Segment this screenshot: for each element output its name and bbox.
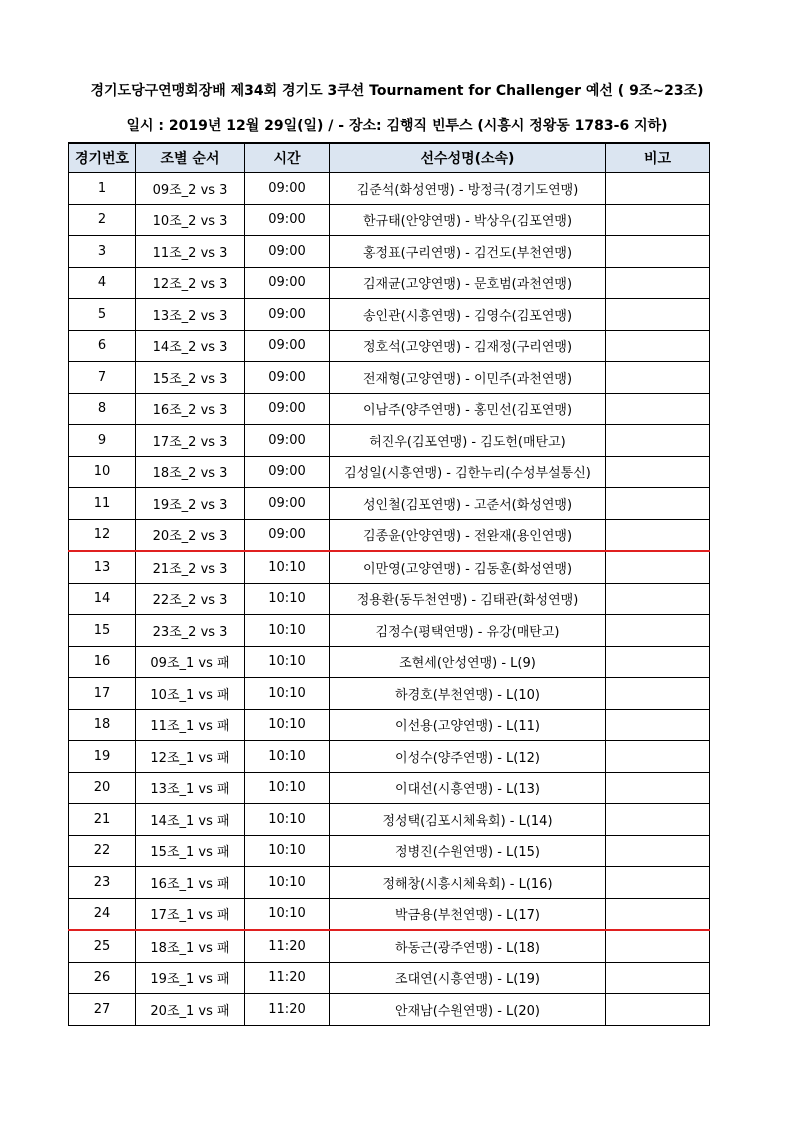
cell-match-no: 17	[69, 678, 136, 710]
cell-players: 김준석(화성연맹) - 방정극(경기도연맹)	[330, 173, 606, 205]
cell-note	[606, 204, 710, 236]
cell-time: 10:10	[245, 741, 330, 773]
cell-time: 11:20	[245, 930, 330, 962]
cell-note	[606, 930, 710, 962]
cell-players: 이남주(양주연맹) - 홍민선(김포연맹)	[330, 393, 606, 425]
cell-note	[606, 646, 710, 678]
table-row	[69, 835, 710, 867]
cell-group-order: 09조_1 vs 패	[136, 646, 245, 678]
cell-group-order: 11조_1 vs 패	[136, 709, 245, 741]
cell-players: 안재남(수원연맹) - L(20)	[330, 994, 606, 1026]
table-row	[69, 741, 710, 773]
table-row	[69, 519, 710, 551]
cell-group-order: 15조_1 vs 패	[136, 835, 245, 867]
cell-note	[606, 236, 710, 268]
cell-players: 김종윤(안양연맹) - 전완재(용인연맹)	[330, 519, 606, 551]
cell-time: 10:10	[245, 615, 330, 647]
table-row	[69, 678, 710, 710]
cell-players: 김재균(고양연맹) - 문호범(과천연맹)	[330, 267, 606, 299]
cell-note	[606, 898, 710, 930]
cell-players: 송인관(시흥연맹) - 김영수(김포연맹)	[330, 299, 606, 331]
cell-players: 홍정표(구리연맹) - 김건도(부천연맹)	[330, 236, 606, 268]
cell-players: 이성수(양주연맹) - L(12)	[330, 741, 606, 773]
cell-match-no: 9	[69, 425, 136, 457]
table-row	[69, 583, 710, 615]
cell-players: 박금용(부천연맹) - L(17)	[330, 898, 606, 930]
cell-match-no: 23	[69, 867, 136, 899]
cell-players: 정성택(김포시체육회) - L(14)	[330, 804, 606, 836]
cell-time: 10:10	[245, 678, 330, 710]
cell-time: 10:10	[245, 898, 330, 930]
cell-match-no: 14	[69, 583, 136, 615]
table-row	[69, 646, 710, 678]
cell-group-order: 13조_2 vs 3	[136, 299, 245, 331]
cell-time: 11:20	[245, 962, 330, 994]
cell-note	[606, 519, 710, 551]
cell-time: 10:10	[245, 709, 330, 741]
cell-match-no: 12	[69, 519, 136, 551]
table-row	[69, 551, 710, 583]
cell-match-no: 22	[69, 835, 136, 867]
cell-match-no: 8	[69, 393, 136, 425]
cell-players: 조대연(시흥연맹) - L(19)	[330, 962, 606, 994]
cell-time: 10:10	[245, 772, 330, 804]
cell-match-no: 10	[69, 456, 136, 488]
cell-group-order: 13조_1 vs 패	[136, 772, 245, 804]
cell-group-order: 19조_1 vs 패	[136, 962, 245, 994]
cell-note	[606, 425, 710, 457]
cell-group-order: 23조_2 vs 3	[136, 615, 245, 647]
cell-match-no: 7	[69, 362, 136, 394]
cell-note	[606, 804, 710, 836]
table-row	[69, 898, 710, 930]
cell-group-order: 18조_2 vs 3	[136, 456, 245, 488]
cell-match-no: 15	[69, 615, 136, 647]
cell-note	[606, 741, 710, 773]
cell-group-order: 21조_2 vs 3	[136, 551, 245, 583]
table-row	[69, 962, 710, 994]
cell-note	[606, 362, 710, 394]
column-header-match-no: 경기번호	[69, 143, 136, 173]
cell-note	[606, 615, 710, 647]
cell-group-order: 15조_2 vs 3	[136, 362, 245, 394]
column-header-group-order: 조별 순서	[136, 143, 245, 173]
cell-time: 10:10	[245, 804, 330, 836]
table-row	[69, 615, 710, 647]
cell-players: 정해창(시흥시체육회) - L(16)	[330, 867, 606, 899]
cell-time: 10:10	[245, 867, 330, 899]
cell-group-order: 18조_1 vs 패	[136, 930, 245, 962]
cell-match-no: 26	[69, 962, 136, 994]
cell-group-order: 10조_1 vs 패	[136, 678, 245, 710]
cell-note	[606, 962, 710, 994]
column-header-time: 시간	[245, 143, 330, 173]
cell-time: 09:00	[245, 519, 330, 551]
cell-match-no: 2	[69, 204, 136, 236]
cell-group-order: 16조_1 vs 패	[136, 867, 245, 899]
cell-group-order: 19조_2 vs 3	[136, 488, 245, 520]
cell-time: 09:00	[245, 425, 330, 457]
cell-match-no: 27	[69, 994, 136, 1026]
cell-time: 09:00	[245, 456, 330, 488]
cell-players: 성인철(김포연맹) - 고준서(화성연맹)	[330, 488, 606, 520]
cell-group-order: 12조_1 vs 패	[136, 741, 245, 773]
cell-note	[606, 330, 710, 362]
cell-group-order: 20조_2 vs 3	[136, 519, 245, 551]
cell-players: 이선용(고양연맹) - L(11)	[330, 709, 606, 741]
cell-match-no: 3	[69, 236, 136, 268]
cell-group-order: 20조_1 vs 패	[136, 994, 245, 1026]
column-header-note: 비고	[606, 143, 710, 173]
table-row	[69, 425, 710, 457]
cell-group-order: 12조_2 vs 3	[136, 267, 245, 299]
cell-note	[606, 488, 710, 520]
cell-players: 정병진(수원연맹) - L(15)	[330, 835, 606, 867]
cell-match-no: 21	[69, 804, 136, 836]
column-header-players: 선수성명(소속)	[330, 143, 606, 173]
table-row	[69, 173, 710, 205]
cell-match-no: 4	[69, 267, 136, 299]
cell-match-no: 11	[69, 488, 136, 520]
cell-time: 09:00	[245, 299, 330, 331]
cell-time: 09:00	[245, 204, 330, 236]
cell-note	[606, 393, 710, 425]
table-row	[69, 204, 710, 236]
cell-group-order: 10조_2 vs 3	[136, 204, 245, 236]
cell-players: 하경호(부천연맹) - L(10)	[330, 678, 606, 710]
cell-players: 한규태(안양연맹) - 박상우(김포연맹)	[330, 204, 606, 236]
document-title: 경기도당구연맹회장배 제34회 경기도 3쿠션 Tournament for Challenger 예선 ( 9조~23조)	[90, 83, 704, 99]
cell-match-no: 6	[69, 330, 136, 362]
cell-time: 09:00	[245, 236, 330, 268]
cell-time: 09:00	[245, 173, 330, 205]
cell-group-order: 16조_2 vs 3	[136, 393, 245, 425]
cell-match-no: 19	[69, 741, 136, 773]
table-body	[69, 173, 710, 1026]
cell-note	[606, 835, 710, 867]
table-row	[69, 267, 710, 299]
cell-group-order: 17조_2 vs 3	[136, 425, 245, 457]
cell-note	[606, 583, 710, 615]
table-row	[69, 236, 710, 268]
cell-note	[606, 709, 710, 741]
cell-note	[606, 994, 710, 1026]
cell-players: 이대선(시흥연맹) - L(13)	[330, 772, 606, 804]
table-row	[69, 709, 710, 741]
table-row	[69, 930, 710, 962]
cell-group-order: 14조_1 vs 패	[136, 804, 245, 836]
cell-players: 조현세(안성연맹) - L(9)	[330, 646, 606, 678]
cell-time: 10:10	[245, 835, 330, 867]
cell-note	[606, 173, 710, 205]
cell-players: 김성일(시흥연맹) - 김한누리(수성부설통신)	[330, 456, 606, 488]
cell-match-no: 1	[69, 173, 136, 205]
document-subtitle: 일시 : 2019년 12월 29일(일) / - 장소: 김행직 빈투스 (시흥시 정왕동 1783-6 지하)	[126, 118, 668, 134]
table-row	[69, 299, 710, 331]
cell-time: 09:00	[245, 362, 330, 394]
cell-time: 10:10	[245, 583, 330, 615]
cell-match-no: 13	[69, 551, 136, 583]
cell-group-order: 14조_2 vs 3	[136, 330, 245, 362]
cell-time: 09:00	[245, 393, 330, 425]
cell-time: 09:00	[245, 330, 330, 362]
cell-match-no: 5	[69, 299, 136, 331]
table-row	[69, 456, 710, 488]
cell-players: 허진우(김포연맹) - 김도헌(매탄고)	[330, 425, 606, 457]
cell-note	[606, 267, 710, 299]
cell-players: 전재형(고양연맹) - 이민주(과천연맹)	[330, 362, 606, 394]
cell-players: 정용환(동두천연맹) - 김태관(화성연맹)	[330, 583, 606, 615]
cell-match-no: 24	[69, 898, 136, 930]
cell-match-no: 25	[69, 930, 136, 962]
cell-time: 10:10	[245, 551, 330, 583]
cell-time: 10:10	[245, 646, 330, 678]
cell-players: 이만영(고양연맹) - 김동훈(화성연맹)	[330, 551, 606, 583]
schedule-table	[68, 142, 710, 1026]
cell-note	[606, 551, 710, 583]
cell-match-no: 16	[69, 646, 136, 678]
cell-note	[606, 867, 710, 899]
cell-time: 11:20	[245, 994, 330, 1026]
table-row	[69, 804, 710, 836]
cell-note	[606, 456, 710, 488]
cell-time: 09:00	[245, 488, 330, 520]
cell-note	[606, 678, 710, 710]
cell-note	[606, 299, 710, 331]
cell-match-no: 20	[69, 772, 136, 804]
table-row	[69, 393, 710, 425]
cell-group-order: 22조_2 vs 3	[136, 583, 245, 615]
cell-group-order: 17조_1 vs 패	[136, 898, 245, 930]
table-row	[69, 994, 710, 1026]
table-row	[69, 488, 710, 520]
cell-match-no: 18	[69, 709, 136, 741]
table-row	[69, 772, 710, 804]
cell-time: 09:00	[245, 267, 330, 299]
table-row	[69, 362, 710, 394]
cell-players: 김정수(평택연맹) - 유강(매탄고)	[330, 615, 606, 647]
cell-group-order: 11조_2 vs 3	[136, 236, 245, 268]
cell-group-order: 09조_2 vs 3	[136, 173, 245, 205]
table-row	[69, 330, 710, 362]
cell-note	[606, 772, 710, 804]
table-row	[69, 867, 710, 899]
cell-players: 하동근(광주연맹) - L(18)	[330, 930, 606, 962]
cell-players: 정호석(고양연맹) - 김재정(구리연맹)	[330, 330, 606, 362]
table-header-row	[69, 143, 710, 173]
